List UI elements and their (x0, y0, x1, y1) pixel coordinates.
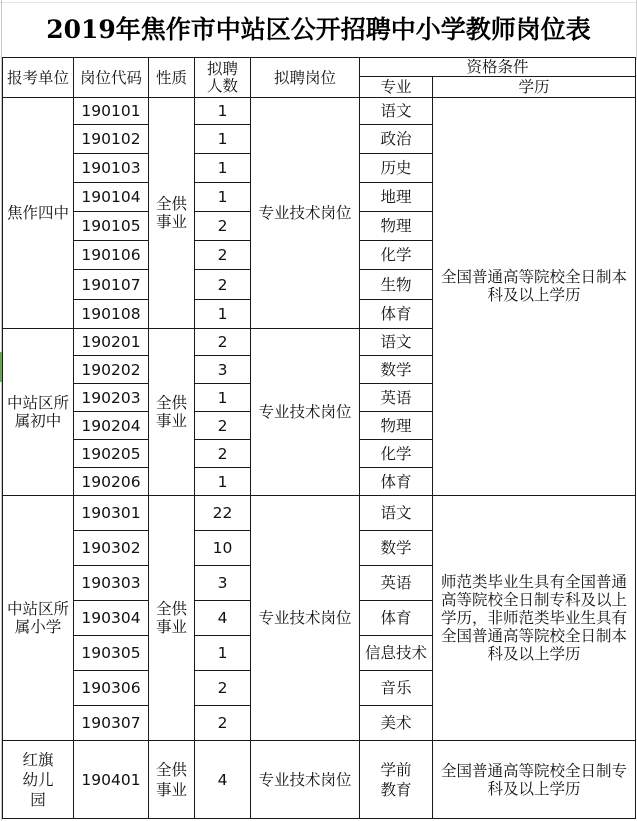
count-cell: 4 (195, 601, 251, 636)
major-cell: 生物 (360, 270, 433, 300)
nature-text: 全供事业 (155, 394, 187, 430)
header-position: 拟聘岗位 (251, 58, 360, 98)
count-cell: 1 (195, 468, 251, 496)
code-cell: 190201 (74, 329, 149, 356)
nature-text: 全供事业 (155, 760, 187, 799)
header-row (3, 58, 636, 77)
major-cell: 语文 (360, 98, 433, 125)
major-cell: 化学 (360, 440, 433, 468)
major-cell: 历史 (360, 154, 433, 183)
code-cell: 190203 (74, 384, 149, 412)
education-cell (433, 741, 636, 819)
position-cell: 专业技术岗位 (251, 496, 360, 741)
major-cell: 语文 (360, 329, 433, 356)
major-cell: 体育 (360, 300, 433, 329)
count-cell: 1 (195, 183, 251, 212)
count-cell: 4 (195, 741, 251, 819)
major-cell: 音乐 (360, 671, 433, 706)
major-cell: 化学 (360, 241, 433, 270)
count-cell: 2 (195, 706, 251, 741)
major-cell: 英语 (360, 384, 433, 412)
count-cell: 2 (195, 270, 251, 300)
header-count-text: 拟聘人数 (206, 59, 238, 95)
count-cell: 22 (195, 496, 251, 531)
frame-top-line (0, 2, 637, 3)
code-cell: 190206 (74, 468, 149, 496)
header-education: 学历 (433, 77, 636, 98)
major-cell: 美术 (360, 706, 433, 741)
position-cell: 专业技术岗位 (251, 98, 360, 329)
unit-text: 红旗幼儿园 (22, 750, 54, 809)
count-cell: 1 (195, 98, 251, 125)
code-cell: 190104 (74, 183, 149, 212)
unit-cell: 焦作四中 (3, 98, 74, 329)
major-cell: 信息技术 (360, 636, 433, 671)
header-qualification: 资格条件 (360, 58, 636, 77)
unit-text: 中站区所属初中 (6, 394, 69, 430)
header-count (195, 58, 251, 98)
nature-cell (149, 496, 195, 741)
count-cell: 1 (195, 384, 251, 412)
code-cell: 190301 (74, 496, 149, 531)
major-cell: 地理 (360, 183, 433, 212)
code-cell: 190401 (74, 741, 149, 819)
unit-cell (3, 329, 74, 496)
code-cell: 190105 (74, 212, 149, 241)
count-cell: 1 (195, 154, 251, 183)
code-cell: 190306 (74, 671, 149, 706)
code-cell: 190101 (74, 98, 149, 125)
code-cell: 190102 (74, 125, 149, 154)
header-code: 岗位代码 (74, 58, 149, 98)
major-cell (360, 741, 433, 819)
major-cell: 物理 (360, 212, 433, 241)
code-cell: 190302 (74, 531, 149, 566)
education-text: 全国普通高等院校全日制本科及以上学历 (440, 268, 627, 304)
unit-text: 中站区所属小学 (6, 600, 69, 636)
position-cell: 专业技术岗位 (251, 741, 360, 819)
count-cell: 3 (195, 566, 251, 601)
count-cell: 2 (195, 212, 251, 241)
major-cell: 物理 (360, 412, 433, 440)
count-cell: 3 (195, 356, 251, 384)
major-cell: 数学 (360, 531, 433, 566)
unit-cell (3, 741, 74, 819)
major-cell: 政治 (360, 125, 433, 154)
nature-cell (149, 329, 195, 496)
code-cell: 190103 (74, 154, 149, 183)
page-title: 2019年焦作市中站区公开招聘中小学教师岗位表 (46, 15, 591, 44)
education-text: 师范类毕业生具有全国普通高等院校全日制专科及以上学历，非师范类毕业生具有全国普通高等院校全日制本科及以上学历 (440, 573, 627, 663)
major-cell: 英语 (360, 566, 433, 601)
recruitment-table (2, 57, 636, 819)
count-cell: 2 (195, 241, 251, 270)
nature-cell (149, 741, 195, 819)
header-unit: 报考单位 (3, 58, 74, 98)
unit-cell (3, 496, 74, 741)
code-cell: 190108 (74, 300, 149, 329)
count-cell: 2 (195, 671, 251, 706)
major-cell: 语文 (360, 496, 433, 531)
header-nature: 性质 (149, 58, 195, 98)
code-cell: 190204 (74, 412, 149, 440)
code-cell: 190205 (74, 440, 149, 468)
position-cell: 专业技术岗位 (251, 329, 360, 496)
major-cell: 体育 (360, 601, 433, 636)
count-cell: 10 (195, 531, 251, 566)
education-cell-shared (433, 98, 636, 496)
table-row (3, 496, 636, 531)
header-major: 专业 (360, 77, 433, 98)
count-cell: 1 (195, 636, 251, 671)
code-cell: 190307 (74, 706, 149, 741)
code-cell: 190305 (74, 636, 149, 671)
count-cell: 1 (195, 300, 251, 329)
major-text: 学前教育 (380, 760, 412, 799)
education-cell (433, 496, 636, 741)
code-cell: 190202 (74, 356, 149, 384)
code-cell: 190107 (74, 270, 149, 300)
code-cell: 190303 (74, 566, 149, 601)
table-row (3, 98, 636, 125)
nature-text: 全供事业 (155, 600, 187, 636)
code-cell: 190106 (74, 241, 149, 270)
education-text: 全国普通高等院校全日制专科及以上学历 (440, 761, 627, 798)
count-cell: 1 (195, 125, 251, 154)
major-cell: 数学 (360, 356, 433, 384)
nature-text: 全供事业 (155, 195, 187, 231)
count-cell: 2 (195, 412, 251, 440)
nature-cell (149, 98, 195, 329)
table-row (3, 741, 636, 819)
code-cell: 190304 (74, 601, 149, 636)
count-cell: 2 (195, 329, 251, 356)
major-cell: 体育 (360, 468, 433, 496)
count-cell: 2 (195, 440, 251, 468)
